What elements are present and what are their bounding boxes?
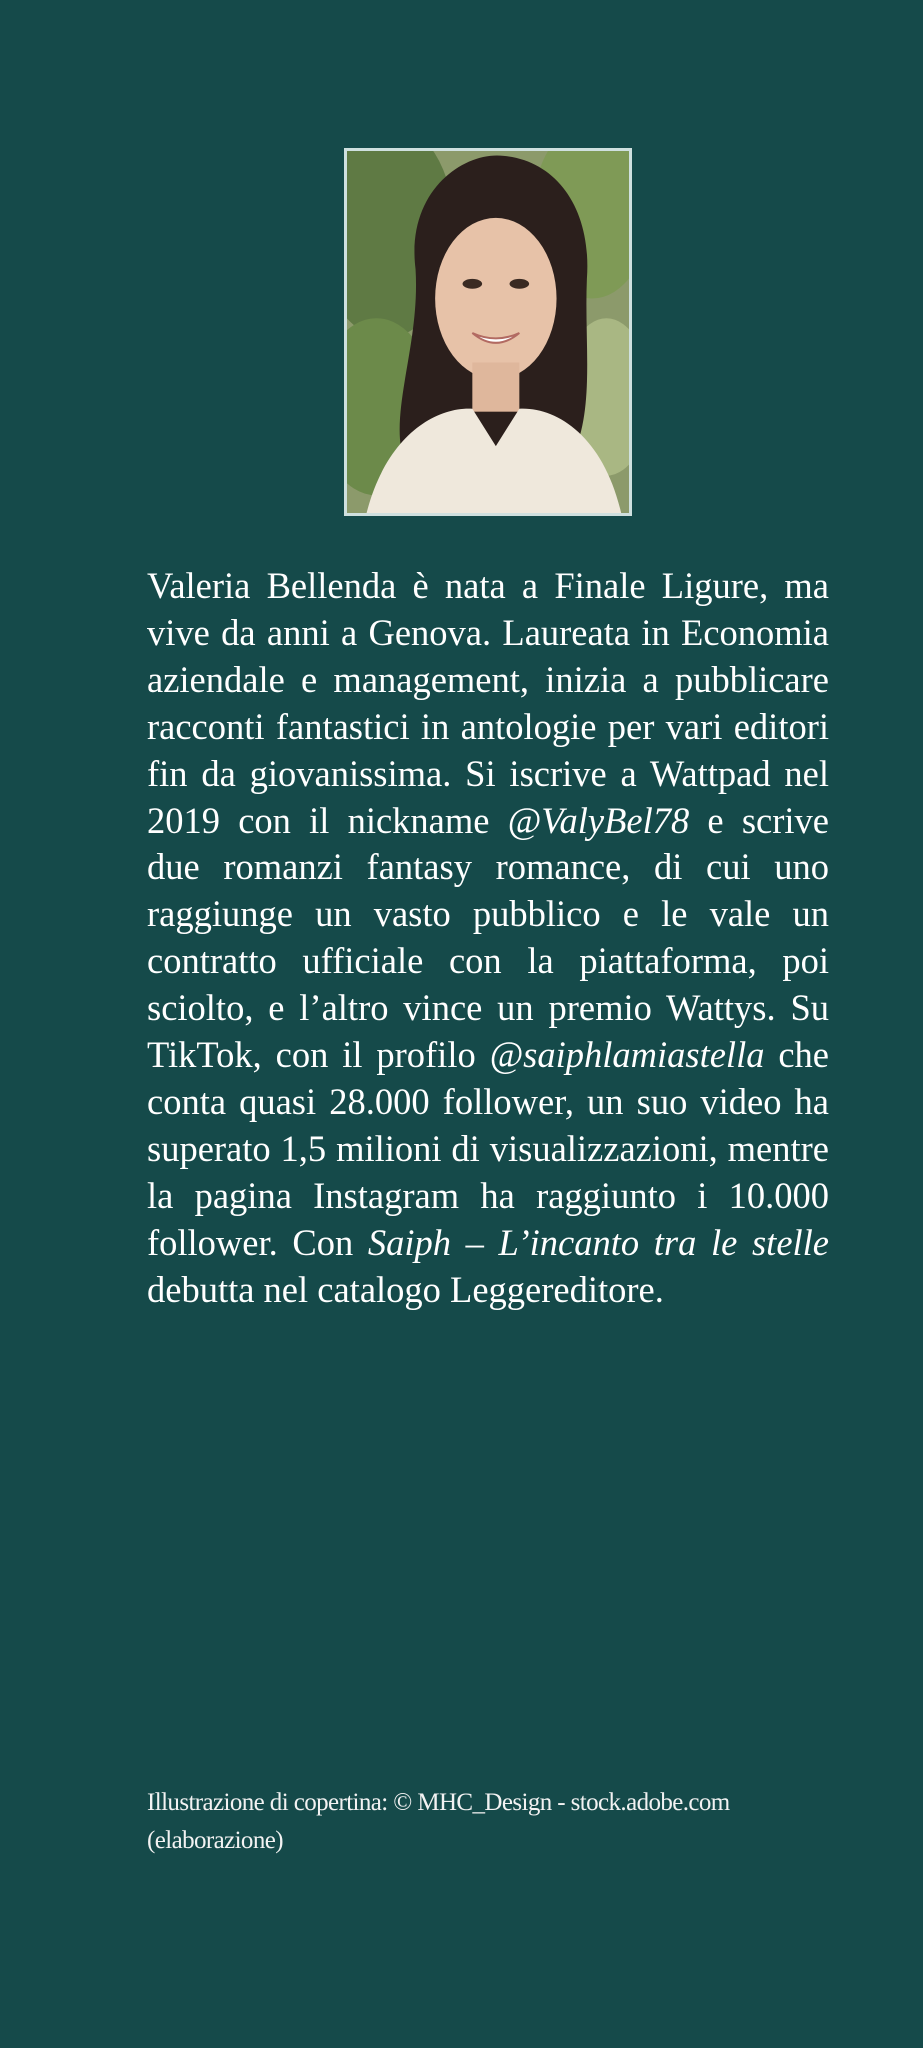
- cover-credit: [147, 1784, 837, 1860]
- bio-text: debutta nel catalogo Leggereditore.: [147, 1268, 664, 1310]
- bio-text: Valeria Bellenda è nata a Finale Ligure, ma vive da anni a Genova. Laureata in Economia aziendale e management, inizia a pubblicare racconti fantastici in antologie per vari editori fin da giovanissima. Si iscrive a Wattpad nel 2019 con il nickname: [147, 565, 829, 841]
- bio-text: che conta quasi 28.000 follower, un suo video ha superato 1,5 milioni di visualizzazioni, mentre la pagina Instagram ha raggiunto i 10.000 follower. Con: [147, 1034, 829, 1263]
- tiktok-handle: @saiphlamiastella: [489, 1034, 765, 1076]
- cover-credit-line: Illustrazione di copertina: © MHC_Design - stock.adobe.com: [147, 1789, 730, 1816]
- author-portrait-illustration: [347, 151, 629, 513]
- author-bio: [147, 563, 829, 1314]
- cover-credit-note: (elaborazione): [147, 1827, 283, 1854]
- bio-text: e scrive due romanzi fantasy romance, di cui uno raggiunge un vasto pubblico e le vale un contratto ufficiale con la piattaforma, poi sciolto, e l’altro vince un premio Wattys. Su TikTok, con il profilo: [147, 799, 829, 1076]
- book-title: Saiph – L’incanto tra le stelle: [367, 1221, 830, 1263]
- wattpad-handle: @ValyBel78: [507, 799, 690, 841]
- author-photo: [344, 148, 632, 516]
